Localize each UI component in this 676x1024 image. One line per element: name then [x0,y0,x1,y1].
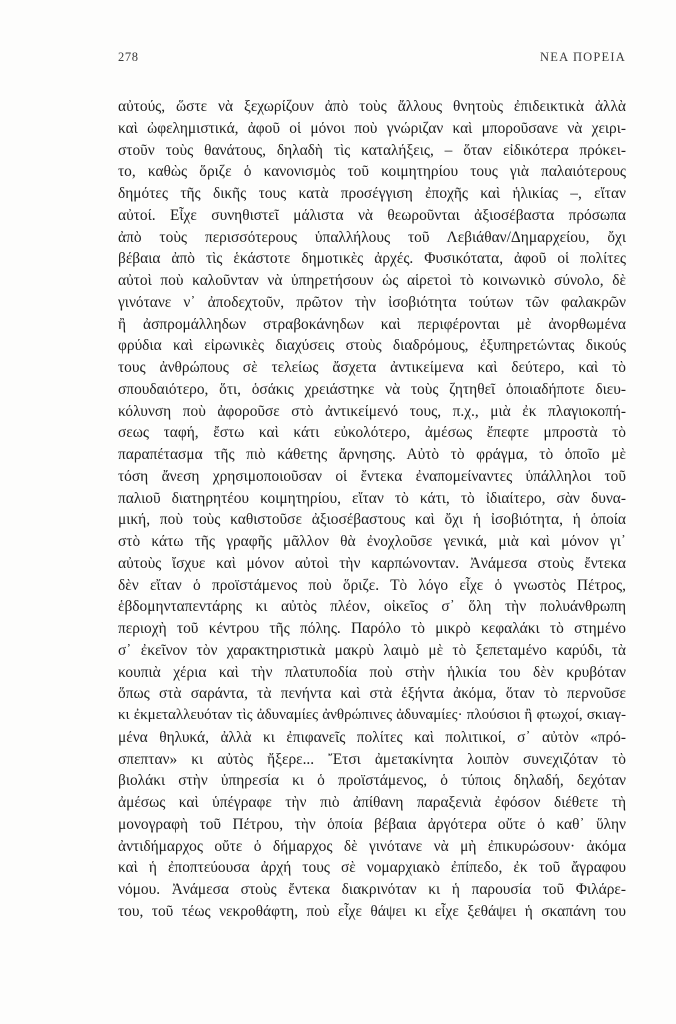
text-line: ἀντιδήμαρχος οὔτε ὁ δήμαρχος δὲ γινότανε νὰ μὴ ἐπικυρώσουν· ἀκόμα [118,837,626,855]
text-line: σπουδαιότερο, ὅτι, ὁσάκις χρειάστηκε νὰ τοὺς ζητηθεῖ ὁποιαδήποτε διευ- [118,380,626,398]
text-line: κουπιὰ χέρια καὶ τὴν πλατυποδία ποὺ στὴν ἡλικία του δὲν κρυβόταν [118,663,626,681]
running-title: ΝΕΑ ΠΟΡΕΙΑ [540,50,626,64]
text-line: ἢ ἀσπρομάλληδων στραβοκάνηδων καὶ περιφέρονται μὲ ἀνορθωμένα [118,315,626,333]
text-line: ἑβδομηνταπεντάρης κι αὐτὸς πλέον, οἰκεῖος σ᾿ ὅλη τὴν πολυάνθρωπη [118,598,626,616]
text-line: σεως ταφή, ἔστω καὶ κάτι εὐκολότερο, ἀμέσως ἔπεφτε μπροστὰ τὸ [118,424,626,442]
text-line: νόμου. Ἀνάμεσα στοὺς ἔντεκα διακρινόταν κι ἡ παρουσία τοῦ Φιλάρε- [118,881,626,898]
text-line: αὐτοὶ ποὺ καλοῦνταν νὰ ὑπηρετήσουν ὡς αἱρετοὶ τὸ κοινωνικὸ σύνολο, δὲ [118,272,626,289]
text-line: στοῦν τοὺς θανάτους, δηλαδὴ τὶς καταλήξεις, – ὅταν εἰδικότερα πρόκει- [118,141,626,159]
text-line: μονογραφὴ τοῦ Πέτρου, τὴν ὁποία βέβαια ἀργότερα οὔτε ὁ καθ᾿ ὕλην [118,815,626,833]
text-line: γινότανε ν᾿ ἀποδεχτοῦν, πρῶτον τὴν ἰσοβιότητα τούτων τῶν φαλακρῶν [118,293,626,311]
text-line: δὲν εἴταν ὁ προϊστάμενος ποὺ ὅριζε. Τὸ λόγο εἶχε ὁ γνωστὸς Πέτρος, [118,576,626,594]
page-number: 278 [118,50,139,64]
text-line: παλιοῦ διατηρητέου κοιμητηρίου, εἴταν τὸ κάτι, τὸ ἰδιαίτερο, σὰν δυνα- [118,489,626,507]
body-text [118,96,626,923]
text-line: καὶ ὠφελημιστικά, ἀφοῦ οἱ μόνοι ποὺ γνώριζαν καὶ μποροῦσανε νὰ χειρι- [118,119,626,137]
text-line: κι ἐκμεταλλευόταν τὶς ἀδυναμίες ἀνθρώπινες ἀδυναμίες· πλούσιοι ἢ φτωχοί, σκιαγ- [118,707,626,723]
page-header [118,50,626,70]
text-line: βέβαια ἀπὸ τὶς ἑκάστοτε δημοτικὲς ἀρχές. Φυσικότατα, ἀφοῦ οἱ πολίτες [118,250,626,268]
text-line: μένα θηλυκά, ἀλλὰ κι ἐπιφανεῖς πολίτες καὶ πολιτικοί, σ᾿ αὐτὸν «πρό- [118,728,626,746]
text-line: αὐτοί. Εἶχε συνηθιστεῖ μάλιστα νὰ θεωροῦνται ἀξιοσέβαστα πρόσωπα [118,206,626,224]
text-line: στὸ κάτω τῆς γραφῆς μᾶλλον θὰ ἐνοχλοῦσε γενικά, μιὰ καὶ μόνον γι᾿ [118,533,626,550]
text-line: περιοχὴ τοῦ κέντρου τῆς πόλης. Παρόλο τὸ μικρὸ κεφαλάκι τὸ στημένο [118,620,626,637]
text-line: του, τοῦ τέως νεκροθάφτη, ποὺ εἶχε θάψει κι εἶχε ξεθάψει ἡ σκαπάνη του [118,902,626,920]
text-line: αὐτούς, ὥστε νὰ ξεχωρίζουν ἀπὸ τοὺς ἄλλους θνητοὺς ἐπιδεικτικὰ ἀλλὰ [118,98,626,115]
text-line: ὅπως στὰ σαράντα, τὰ πενήντα καὶ στὰ ἑξήντα ἀκόμα, ὅταν τὸ περνοῦσε [118,685,626,703]
text-line: κόλυνση ποὺ ἀφοροῦσε στὸ ἀντικείμενό τους, π.χ., μιὰ ἐκ πλαγιοκοπή- [118,402,626,420]
text-line: ἀμέσως καὶ ὑπέγραφε τὴν πιὸ ἀπίθανη παραξενιὰ ἐφόσον διέθετε τὴ [118,794,626,811]
text-line: τόση ἄνεση χρησιμοποιοῦσαν οἱ ἔντεκα ἐναπομείναντες ὑπάλληλοι τοῦ [118,467,626,485]
text-line: μική, ποὺ τοὺς καθιστοῦσε ἀξιοσέβαστους καὶ ὄχι ἡ ἰσοβιότητα, ἡ ὁποία [118,511,626,529]
text-line: παραπέτασμα τῆς πιὸ κάθετης ἄρνησης. Αὐτὸ τὸ φράγμα, τὸ ὁποῖο μὲ [118,446,626,463]
text-line: σπεπταν» κι αὐτὸς ἤξερε... Ἔτσι ἀμετακίνητα λοιπὸν συνεχιζόταν τὸ [118,750,626,768]
text-line: το, καθὼς ὅριζε ὁ κανονισμὸς τοῦ κοιμητηρίου τους γιὰ παλαιότερους [118,163,626,181]
text-line: φρύδια καὶ εἰρωνικὲς διαχύσεις στοὺς διαδρόμους, ἐξυπηρετώντας δικούς [118,337,626,355]
text-line: τους ἀνθρώπους σὲ τελείως ἄσχετα ἀντικείμενα καὶ δεύτερο, καὶ τὸ [118,359,626,376]
text-line: βιολάκι στὴν ὑπηρεσία κι ὁ προϊστάμενος, ὁ τύποις δηλαδή, δεχόταν [118,772,626,790]
text-line: σ᾿ ἐκεῖνον τὸν χαρακτηριστικὰ μακρὺ λαιμὸ μὲ τὸ ξεπεταμένο καρύδι, τὰ [118,641,626,659]
text-line: καὶ ἡ ἐποπτεύουσα ἀρχή τους σὲ νομαρχιακὸ ἐπίπεδο, ἐκ τοῦ ἄγραφου [118,859,626,877]
text-line: ἀπὸ τοὺς περισσότερους ὑπαλλήλους τοῦ Λεβιάθαν/Δημαρχείου, ὄχι [118,228,626,246]
text-line: δημότες τῆς δικῆς τους κατὰ προσέγγιση ἐποχῆς καὶ ἡλικίας –, εἴταν [118,185,626,202]
text-line: αὐτοὺς ἴσχυε καὶ μόνον αὐτοὶ τὴν καρπώνονταν. Ἀνάμεσα στοὺς ἔντεκα [118,554,626,572]
